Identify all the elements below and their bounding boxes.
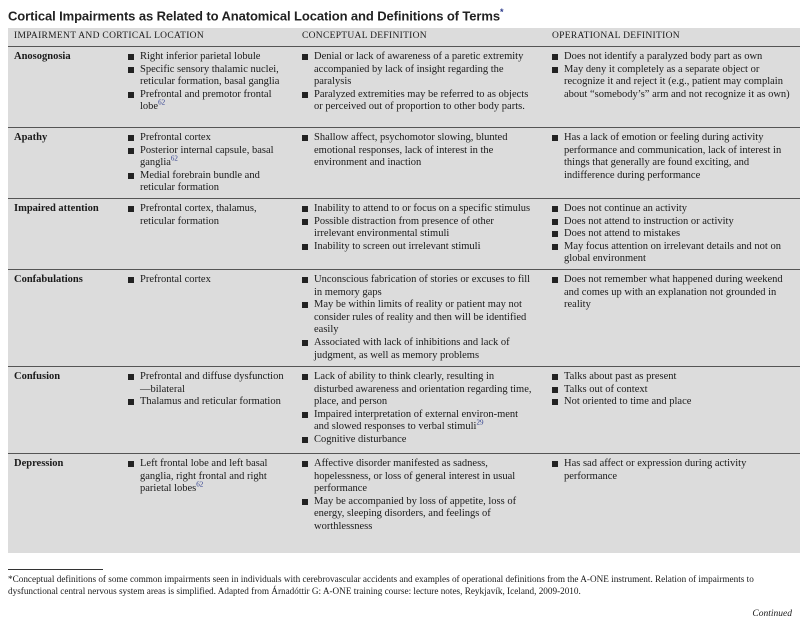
bullet-list (552, 371, 792, 409)
bullet-list (302, 132, 532, 170)
header-conceptual: CONCEPTUAL DEFINITION (302, 31, 427, 41)
list-item-text: Inability to screen out irrelevant stimuli (314, 240, 481, 252)
list-item (302, 337, 532, 362)
bullet-list (302, 458, 532, 534)
list-item (302, 132, 532, 170)
list-item-text: Has a lack of emotion or feeling during activity performance and communication, lack of interest in things that generally are found exciting, and indifference during performance (564, 132, 782, 181)
header-location: IMPAIRMENT AND CORTICAL LOCATION (14, 31, 204, 41)
table-row (8, 199, 800, 270)
footnote: *Conceptual definitions of some common impairments seen in individuals with cerebrovascular accidents and examples of operational definitions from the A-ONE instrument. Relation of impairments to dysfunctional central nervous system areas is simplified. Adapted from Árnadóttir G: A-ONE training course: lecture notes, Reykjavík, Iceland, 2009-2010. (8, 574, 754, 596)
location-cell (128, 132, 288, 195)
conceptual-cell (302, 203, 532, 253)
title-footnote-mark: * (499, 7, 504, 17)
operational-cell (552, 51, 792, 101)
list-item (302, 496, 532, 534)
bullet-list (128, 203, 288, 228)
title-text: Cortical Impairments as Related to Anatomical Location and Definitions of Terms (8, 8, 500, 24)
list-item-text: Thalamus and reticular formation (140, 396, 281, 408)
continued-label: Continued (752, 609, 792, 619)
bullet-list (128, 371, 288, 409)
location-cell (128, 274, 288, 287)
list-item-text: May focus attention on irrelevant details and not on global environment (564, 240, 781, 265)
list-item-text: Prefrontal and premotor frontal lobe (140, 88, 272, 113)
operational-cell (552, 132, 792, 182)
table-row (8, 367, 800, 454)
impairment-name: Apathy (14, 132, 48, 143)
reference-superscript: 62 (170, 154, 178, 163)
list-item-text: Not oriented to time and place (564, 396, 692, 408)
list-item-text: Medial forebrain bundle and reticular formation (140, 169, 260, 194)
operational-cell (552, 458, 792, 483)
location-cell (128, 371, 288, 409)
list-item (128, 274, 288, 287)
list-item-text: Posterior internal capsule, basal ganglia (140, 144, 274, 169)
bullet-list (128, 274, 288, 287)
bullet-list (302, 274, 532, 362)
list-item-text: Cognitive disturbance (314, 433, 407, 445)
impairments-table (8, 28, 800, 553)
list-item-text: Prefrontal cortex (140, 132, 211, 143)
list-item-text: Prefrontal and diffuse dysfunction—bilateral (140, 371, 284, 395)
list-item (552, 132, 792, 182)
bullet-list (552, 274, 792, 312)
conceptual-cell (302, 51, 532, 114)
list-item (552, 384, 792, 397)
operational-cell (552, 274, 792, 312)
list-item-text: Prefrontal cortex, thalamus, reticular formation (140, 203, 257, 227)
list-item-text: Prefrontal cortex (140, 274, 211, 285)
bullet-list (128, 51, 288, 114)
table-header-row (8, 28, 800, 47)
list-item (128, 89, 288, 114)
location-cell (128, 203, 288, 228)
list-item (302, 203, 532, 216)
list-item-text: Associated with lack of inhibitions and lack of judgment, as well as memory problems (314, 336, 510, 361)
list-item-text: Does not continue an activity (564, 203, 688, 214)
operational-cell (552, 203, 792, 266)
list-item-text: Does not attend to mistakes (564, 228, 681, 240)
list-item (302, 274, 532, 299)
list-item (128, 458, 288, 496)
list-item-text: May be accompanied by loss of appetite, loss of energy, sleeping disorders, and feelings of worthlessness (314, 495, 517, 532)
list-item-text: Lack of ability to think clearly, resulting in disturbed awareness and orientation regarding time, place, and person (314, 371, 532, 408)
list-item (302, 458, 532, 496)
list-item (302, 371, 532, 409)
list-item-text: Specific sensory thalamic nuclei, reticular formation, basal ganglia (140, 63, 280, 88)
list-item-text: Talks about past as present (564, 371, 677, 382)
operational-cell (552, 371, 792, 409)
header-operational: OPERATIONAL DEFINITION (552, 31, 680, 41)
list-item (302, 434, 532, 447)
impairment-name: Anosognosia (14, 51, 71, 62)
list-item-text: Paralyzed extremities may be referred to as objects or perceived out of proportion to other body parts. (314, 88, 529, 113)
table-title (8, 7, 503, 23)
list-item (302, 409, 532, 434)
list-item-text: Left frontal lobe and left basal ganglia, right frontal and right parietal lobes (140, 458, 268, 495)
list-item (128, 145, 288, 170)
list-item (552, 458, 792, 483)
list-item (302, 216, 532, 241)
list-item (128, 396, 288, 409)
list-item (552, 396, 792, 409)
bullet-list (552, 51, 792, 101)
bullet-list (552, 458, 792, 483)
list-item (552, 241, 792, 266)
list-item-text: May deny it completely as a separate object or recognize it and reject it (e.g., patient may complain about “somebody’s” arm and not recognize it as own) (564, 63, 790, 100)
conceptual-cell (302, 132, 532, 170)
bullet-list (552, 203, 792, 266)
list-item-text: Talks out of context (564, 383, 648, 395)
conceptual-cell (302, 458, 532, 534)
location-cell (128, 458, 288, 496)
impairment-name: Confusion (14, 371, 61, 382)
list-item (128, 51, 288, 64)
list-item (552, 51, 792, 64)
list-item (302, 51, 532, 89)
table-row (8, 128, 800, 199)
footnote-divider (8, 569, 103, 570)
list-item-text: Right inferior parietal lobule (140, 51, 261, 62)
list-item-text: Does not attend to instruction or activity (564, 215, 734, 227)
list-item-text: Shallow affect, psychomotor slowing, blunted emotional responses, lack of interest in the environment and inaction (314, 132, 508, 169)
impairment-name: Impaired attention (14, 203, 99, 214)
list-item-text: Affective disorder manifested as sadness, hopelessness, or loss of general interest in usual performance (314, 458, 516, 495)
reference-superscript: 62 (196, 480, 204, 489)
list-item (552, 203, 792, 216)
list-item (552, 216, 792, 229)
list-item (552, 228, 792, 241)
bullet-list (128, 458, 288, 496)
bullet-list (302, 371, 532, 447)
conceptual-cell (302, 371, 532, 447)
list-item-text: Impaired interpretation of external environ-ment and slowed responses to verbal stimuli (314, 408, 519, 433)
reference-superscript: 29 (476, 418, 484, 427)
conceptual-cell (302, 274, 532, 362)
bullet-list (128, 132, 288, 195)
bullet-list (302, 203, 532, 253)
list-item-text: Inability to attend to or focus on a specific stimulus (314, 203, 531, 214)
bullet-list (552, 132, 792, 182)
list-item (302, 299, 532, 337)
list-item (128, 371, 288, 396)
list-item (128, 132, 288, 145)
table-row (8, 454, 800, 553)
list-item (552, 371, 792, 384)
list-item-text: Possible distraction from presence of other irrelevant environmental stimuli (314, 215, 494, 240)
bullet-list (302, 51, 532, 114)
table-row (8, 47, 800, 128)
list-item (302, 241, 532, 254)
impairment-name: Depression (14, 458, 64, 469)
list-item (128, 203, 288, 228)
list-item (128, 64, 288, 89)
list-item (552, 64, 792, 102)
location-cell (128, 51, 288, 114)
table-row (8, 270, 800, 367)
list-item-text: Unconscious fabrication of stories or excuses to fill in memory gaps (314, 274, 531, 298)
list-item (302, 89, 532, 114)
list-item (552, 274, 792, 312)
list-item-text: Has sad affect or expression during activity performance (564, 458, 747, 482)
reference-superscript: 62 (158, 98, 166, 107)
list-item-text: Does not identify a paralyzed body part as own (564, 51, 763, 62)
list-item-text: Does not remember what happened during weekend and comes up with an explanation not grounded in reality (564, 274, 783, 311)
list-item-text: May be within limits of reality or patient may not consider rules of reality and then will be identified easily (314, 299, 527, 336)
list-item (128, 170, 288, 195)
list-item-text: Denial or lack of awareness of a paretic extremity accompanied by lack of insight regarding the paralysis (314, 51, 524, 88)
impairment-name: Confabulations (14, 274, 83, 285)
